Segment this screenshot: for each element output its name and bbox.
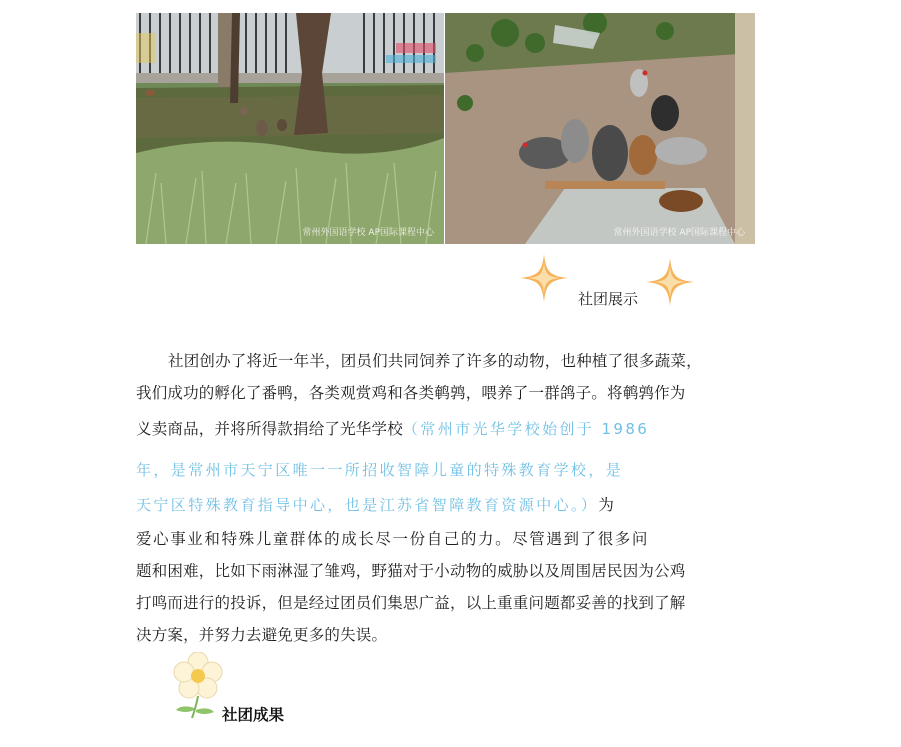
chickens-feeding-photo xyxy=(445,13,755,244)
paragraph-text: 义卖商品，并将所得款捐给了光华学校 xyxy=(136,420,403,438)
paragraph-line: 决方案，并努力去避免更多的失误。 xyxy=(136,626,388,644)
paragraph-line: 爱心事业和特殊儿童群体的成长尽一份自己的力。尽管遇到了很多问 xyxy=(136,530,650,548)
club-paragraph xyxy=(136,336,772,656)
paragraph-line xyxy=(136,488,614,522)
paragraph-line: 我们成功的孵化了番鸭，各类观赏鸡和各类鹌鹑，喂养了一群鸽子。将鹌鹑作为 xyxy=(136,384,686,402)
flower-icon xyxy=(172,652,224,722)
paragraph-line: 题和困难，比如下雨淋湿了雏鸡，野猫对于小动物的威胁以及周围居民因为公鸡 xyxy=(136,562,686,580)
sparkle-icon xyxy=(518,252,570,304)
paragraph-line xyxy=(136,412,649,446)
school-note: （常州市光华学校始创于 1986 xyxy=(402,420,650,438)
paragraph-line: 打鸣而进行的投诉，但是经过团员们集思广益，以上重重问题都妥善的找到了解 xyxy=(136,594,686,612)
school-note: 年，是常州市天宁区唯一一所招收智障儿童的特殊教育学校，是 xyxy=(136,461,624,479)
photo-caption: 社团展示 xyxy=(577,290,638,308)
paragraph-line: 社团创办了将近一年半，团员们共同饲养了许多的动物，也种植了很多蔬菜， xyxy=(168,352,702,370)
photo-watermark: 常州外国语学校 AP国际课程中心 xyxy=(302,228,434,238)
paragraph-text: 为 xyxy=(598,496,615,514)
sparkle-icon xyxy=(644,256,696,308)
courtyard-photo xyxy=(136,13,444,244)
section-heading: 社团成果 xyxy=(222,706,285,724)
photo-watermark: 常州外国语学校 AP国际课程中心 xyxy=(613,228,745,238)
school-note: 天宁区特殊教育指导中心，也是江苏省智障教育资源中心。） xyxy=(136,496,599,514)
